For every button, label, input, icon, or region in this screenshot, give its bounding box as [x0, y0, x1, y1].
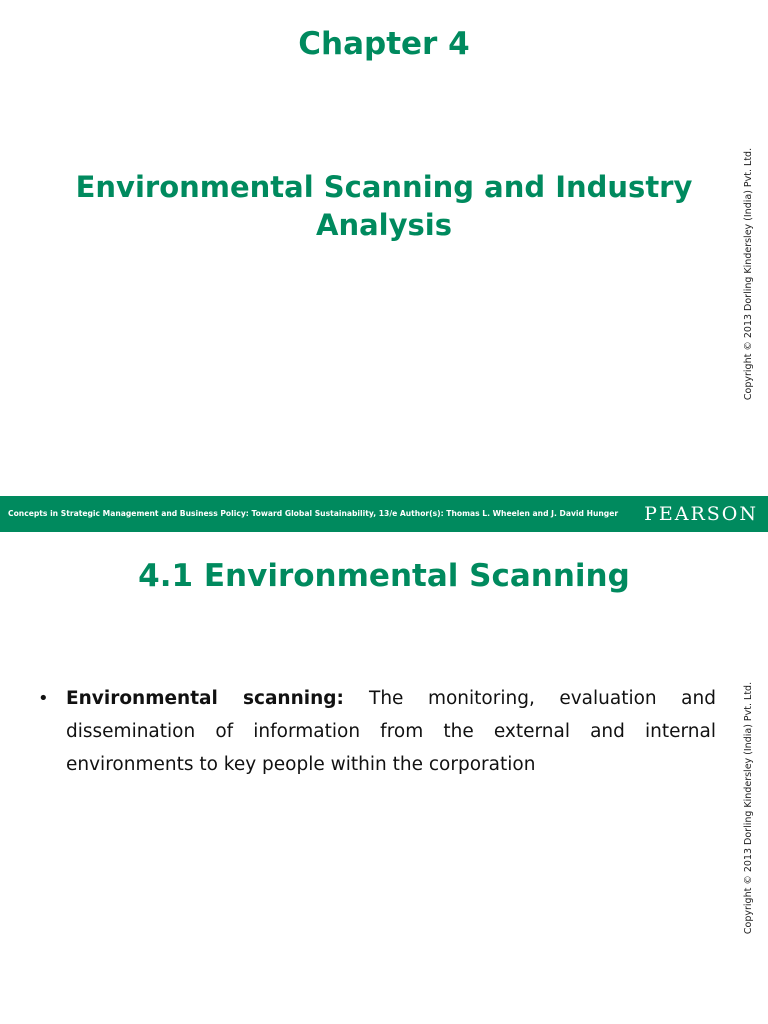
list-item	[38, 682, 716, 781]
pearson-logo: PEARSON	[644, 503, 758, 525]
chapter-heading: Chapter 4	[298, 26, 470, 62]
chapter-title-slide	[0, 0, 768, 496]
bullet-definition: The monitoring, evaluation and dissemination of information from the external and internal environments to key people within the corporation	[66, 688, 716, 775]
bullet-icon: •	[38, 688, 49, 709]
section-slide	[0, 532, 768, 1024]
bullet-term: Environmental scanning:	[66, 688, 370, 709]
bullet-list	[38, 682, 716, 781]
section-heading: 4.1 Environmental Scanning	[138, 558, 630, 594]
chapter-title: Environmental Scanning and Industry Analysis	[75, 170, 693, 242]
copyright-notice: Copyright © 2013 Dorling Kindersley (India) Pvt. Ltd.	[743, 681, 754, 935]
book-citation: Concepts in Strategic Management and Business Policy: Toward Global Sustainability, 13/e Author(s): Thomas L. Wheelen and J. David Hunger	[8, 509, 619, 518]
copyright-notice: Copyright © 2013 Dorling Kindersley (India) Pvt. Ltd.	[743, 147, 754, 401]
footer-bar	[0, 496, 768, 532]
